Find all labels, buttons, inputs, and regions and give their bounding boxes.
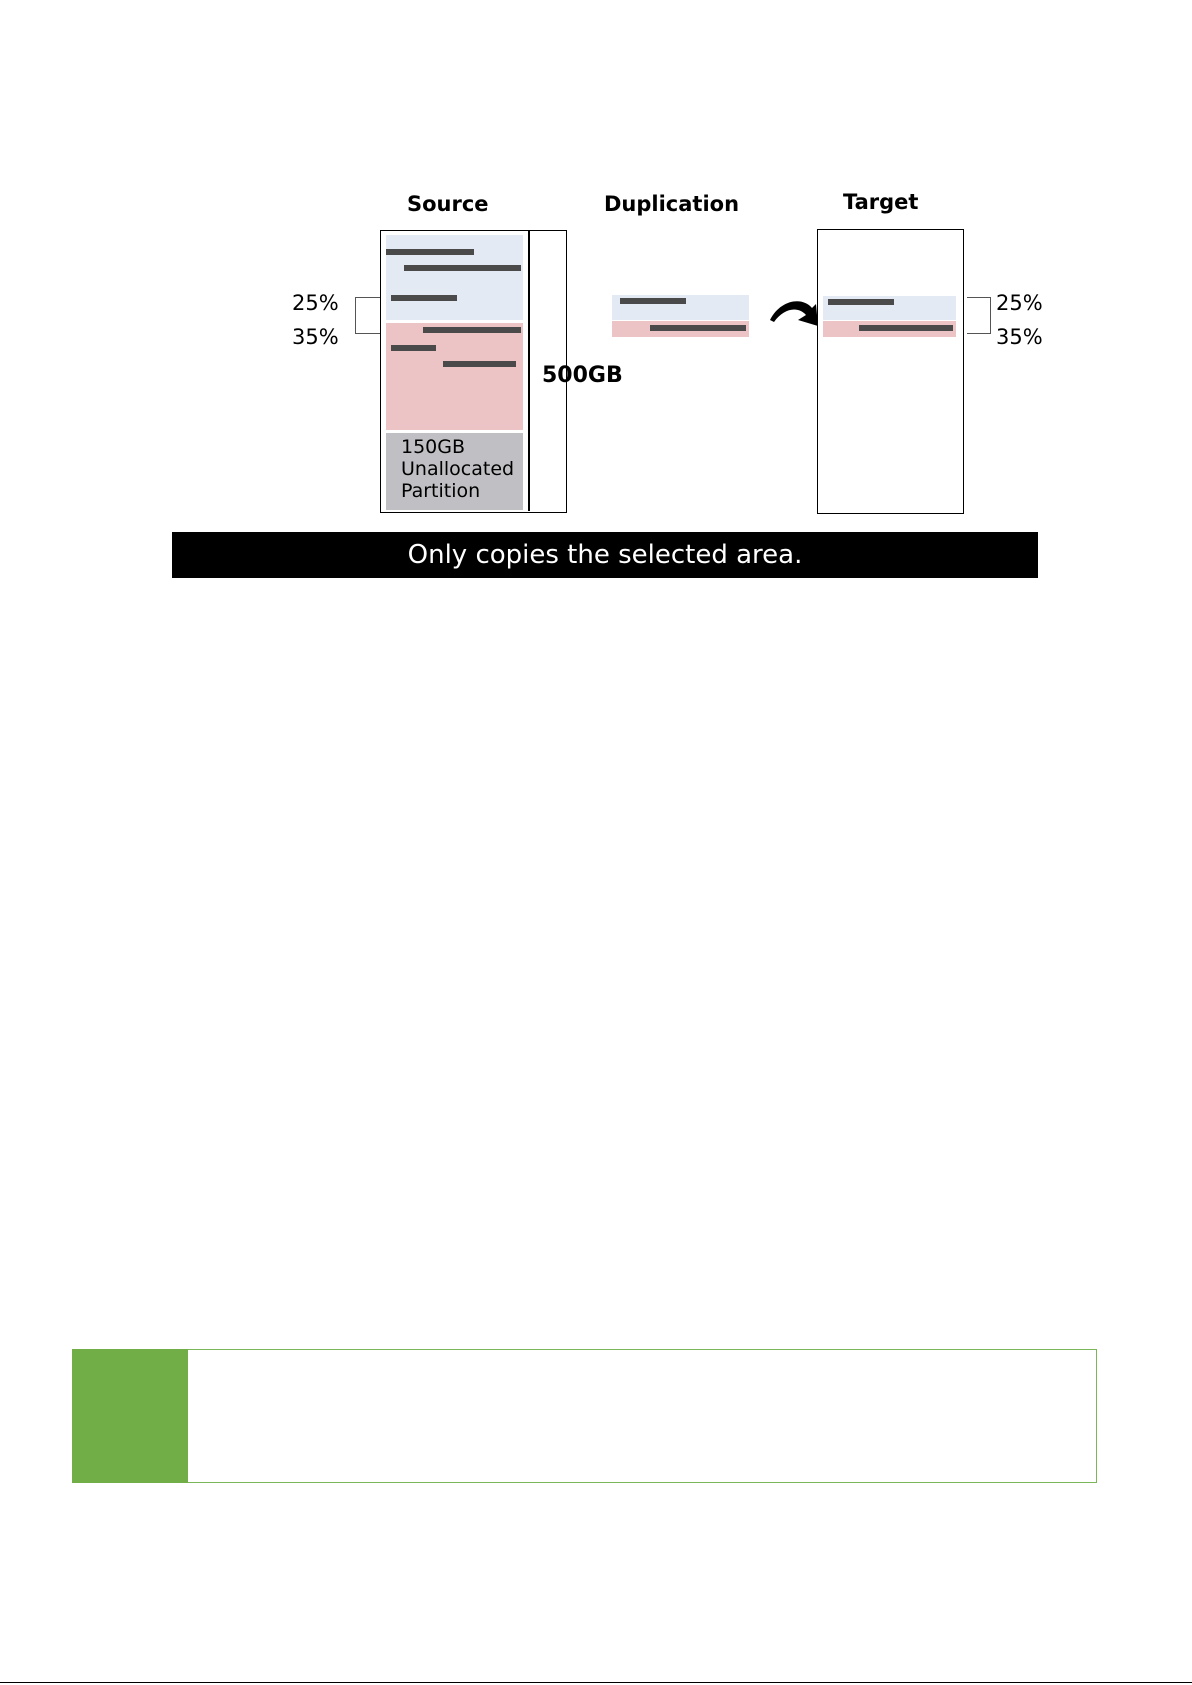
source-percent-top: 25% — [292, 291, 339, 315]
disk-divider — [528, 231, 530, 511]
target-bracket — [967, 297, 991, 334]
data-bar — [620, 298, 686, 304]
source-disk — [380, 230, 567, 513]
source-bracket — [355, 297, 381, 334]
data-bar — [391, 295, 457, 301]
data-bar — [386, 249, 474, 255]
data-bar — [443, 361, 516, 367]
data-bar — [423, 327, 521, 333]
target-disk — [817, 229, 964, 514]
target-blue-partition — [823, 296, 956, 320]
source-red-partition — [386, 323, 523, 430]
duplication-title: Duplication — [604, 192, 740, 216]
source-blue-partition — [386, 235, 523, 320]
duplication-blue-strip — [612, 295, 749, 320]
note-box — [72, 1349, 1097, 1483]
target-percent-top: 25% — [996, 291, 1043, 315]
note-accent — [72, 1349, 188, 1483]
target-title: Target — [843, 190, 919, 214]
unallocated-size: 150GB — [401, 436, 466, 458]
target-percent-bottom: 35% — [996, 325, 1043, 349]
target-red-partition — [823, 321, 956, 337]
data-bar — [828, 299, 894, 305]
data-bar — [859, 325, 953, 331]
source-unallocated-partition — [386, 433, 523, 510]
footer-line — [0, 1682, 1192, 1683]
source-title: Source — [407, 192, 489, 216]
data-bar — [650, 325, 746, 331]
data-bar — [404, 265, 521, 271]
unallocated-label: Unallocated — [401, 458, 515, 480]
curved-arrow-icon — [768, 296, 822, 330]
duplication-red-strip — [612, 321, 749, 337]
partition-label: Partition — [401, 480, 481, 502]
data-bar — [391, 345, 436, 351]
source-percent-bottom: 35% — [292, 325, 339, 349]
diagram-caption: Only copies the selected area. — [172, 532, 1038, 578]
disk-size-label: 500GB — [542, 363, 623, 388]
